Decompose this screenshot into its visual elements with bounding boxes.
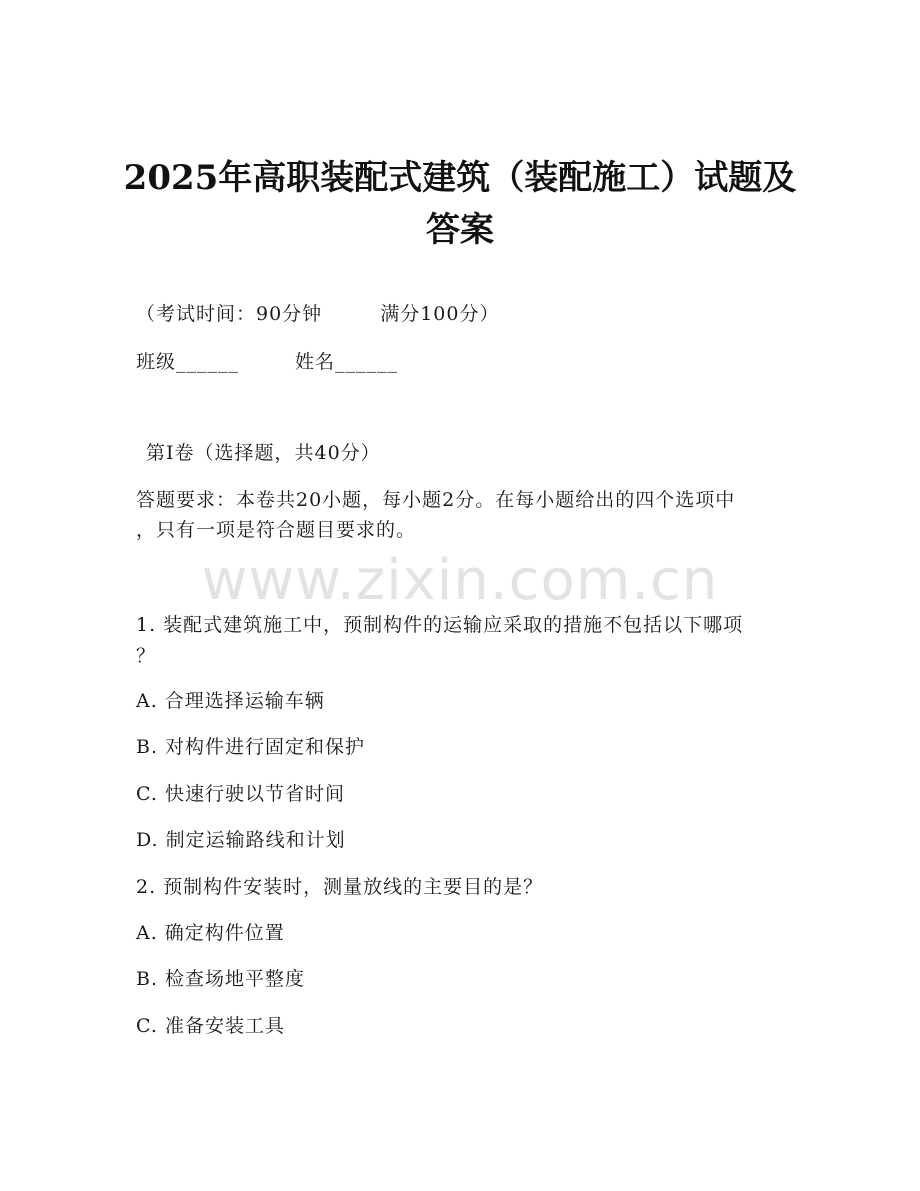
question-1-option-d: D. 制定运输路线和计划 <box>136 829 346 851</box>
question-1-text-line-2: ？ <box>136 645 157 667</box>
watermark: www.zixin.com.cn <box>201 548 719 613</box>
question-1-option-c: C. 快速行驶以节省时间 <box>136 783 345 805</box>
question-2-text: 2. 预制构件安装时，测量放线的主要目的是？ <box>136 876 544 898</box>
name-field: 姓名______ <box>295 351 399 373</box>
exam-time: （考试时间：90分钟 <box>136 303 323 325</box>
question-2-option-a: A. 确定构件位置 <box>136 922 285 944</box>
question-2-option-b: B. 检查场地平整度 <box>136 968 306 990</box>
document-title <box>100 152 820 256</box>
instructions-line-2: ，只有一项是符合题目要求的。 <box>136 519 417 541</box>
student-info <box>136 346 398 378</box>
question-1-option-b: B. 对构件进行固定和保护 <box>136 736 366 758</box>
question-1-text-line-1: 1. 装配式建筑施工中，预制构件的运输应采取的措施不包括以下哪项 <box>136 614 744 636</box>
title-line-2: 答案 <box>426 210 494 250</box>
instructions-line-1: 答题要求：本卷共20小题，每小题2分。在每小题给出的四个选项中 <box>136 489 736 511</box>
full-score: 满分100分） <box>380 303 500 325</box>
question-2-option-c: C. 准备安装工具 <box>136 1015 285 1037</box>
exam-info <box>136 298 499 330</box>
class-field: 班级______ <box>136 351 240 373</box>
title-line-1: 2025年高职装配式建筑（装配施工）试题及 <box>123 158 797 198</box>
question-1-option-a: A. 合理选择运输车辆 <box>136 690 325 712</box>
section-title: 第I卷（选择题，共40分） <box>146 442 381 464</box>
